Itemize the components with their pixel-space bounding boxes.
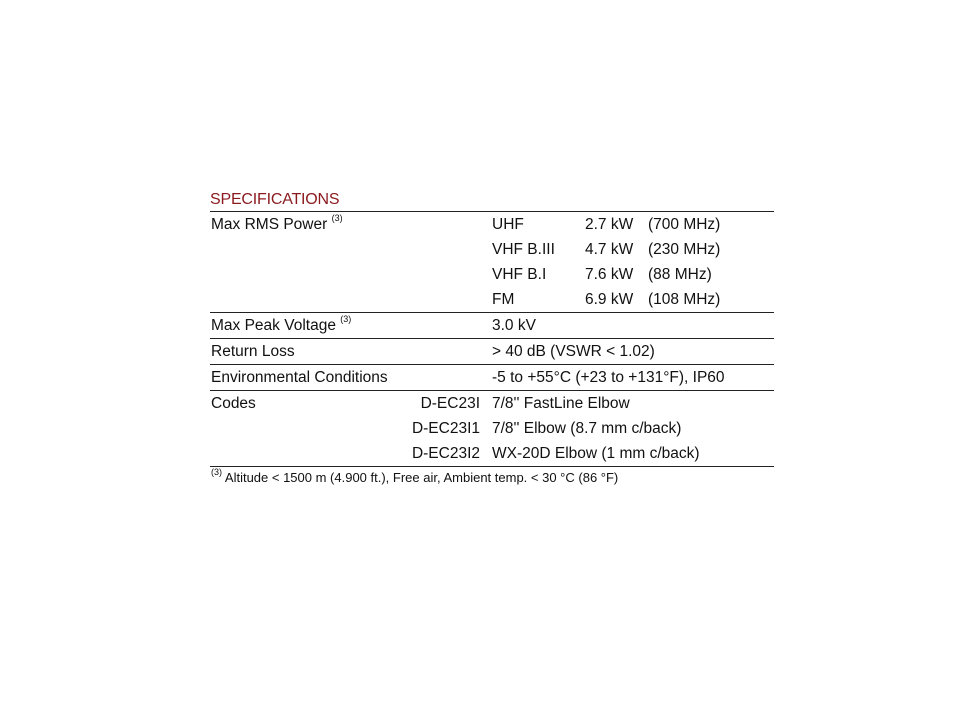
frequency-value: (700 MHz) xyxy=(648,216,721,233)
max-peak-voltage-section xyxy=(210,312,774,338)
band-label: FM xyxy=(492,291,515,308)
band-label: UHF xyxy=(492,216,524,233)
return-loss-value: > 40 dB (VSWR < 1.02) xyxy=(492,343,655,360)
max-peak-voltage-label-text: Max Peak Voltage xyxy=(211,317,336,334)
max-rms-power-section xyxy=(210,211,774,312)
codes-section xyxy=(210,390,774,467)
product-code: D-EC23I1 xyxy=(411,420,480,437)
footnote-mark: (3) xyxy=(211,466,222,477)
specifications-title: SPECIFICATIONS xyxy=(210,191,340,208)
environmental-value: -5 to +55°C (+23 to +131°F), IP60 xyxy=(492,369,725,386)
table-row xyxy=(210,441,774,466)
codes-label: Codes xyxy=(211,395,256,412)
max-rms-power-label xyxy=(211,212,343,237)
return-loss-section xyxy=(210,338,774,364)
specifications-table xyxy=(210,189,774,487)
power-value: 2.7 kW xyxy=(585,216,634,233)
environmental-section xyxy=(210,364,774,390)
product-description: WX-20D Elbow (1 mm c/back) xyxy=(492,445,700,462)
environmental-label: Environmental Conditions xyxy=(211,369,388,386)
band-label: VHF B.III xyxy=(492,241,555,258)
return-loss-label: Return Loss xyxy=(211,343,295,360)
max-peak-voltage-value: 3.0 kV xyxy=(492,317,536,334)
product-code: D-EC23I xyxy=(420,395,480,412)
table-row xyxy=(210,212,774,237)
frequency-value: (230 MHz) xyxy=(648,241,721,258)
table-row xyxy=(210,287,774,312)
table-row xyxy=(210,237,774,262)
frequency-value: (108 MHz) xyxy=(648,291,721,308)
power-value: 4.7 kW xyxy=(585,241,634,258)
frequency-value: (88 MHz) xyxy=(648,266,712,283)
max-peak-voltage-label xyxy=(211,313,351,338)
footnote xyxy=(210,466,774,487)
table-row xyxy=(210,416,774,441)
product-code: D-EC23I2 xyxy=(411,445,480,462)
table-row xyxy=(210,262,774,287)
band-label: VHF B.I xyxy=(492,266,547,283)
power-value: 7.6 kW xyxy=(585,266,634,283)
product-description: 7/8'' Elbow (8.7 mm c/back) xyxy=(492,420,682,437)
table-row xyxy=(210,313,774,338)
power-value: 6.9 kW xyxy=(585,291,634,308)
footnote-text: Altitude < 1500 m (4.900 ft.), Free air, Ambient temp. < 30 °C (86 °F) xyxy=(222,470,619,485)
max-rms-power-label-text: Max RMS Power xyxy=(211,216,328,233)
footnote-ref: (3) xyxy=(340,313,352,324)
table-row xyxy=(210,391,774,416)
table-row xyxy=(210,365,774,390)
footnote-ref: (3) xyxy=(331,212,343,223)
product-description: 7/8'' FastLine Elbow xyxy=(492,395,630,412)
table-row xyxy=(210,339,774,364)
